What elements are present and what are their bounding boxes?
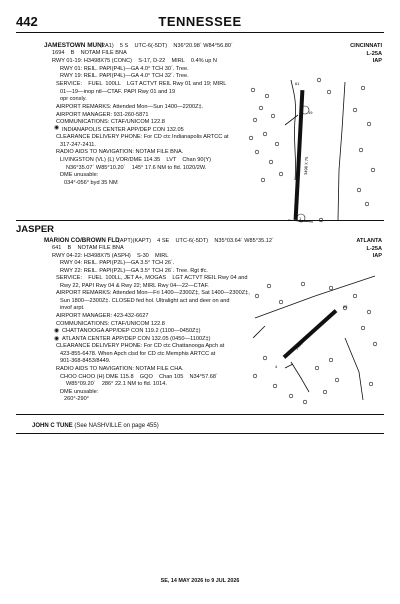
jasper-line: CHATTANOOGA APP/DEP CON 119.2 (1100—0450Z‡): [62, 328, 201, 334]
jamestown-line: SERVICE: FUEL 100LL LGT ACTVT REIL Rwy 01 and 19; MIRL: [56, 81, 227, 87]
iap-label: IAP: [372, 253, 382, 259]
jamestown-line: RWY 01-19: H3498X75 (CONC) S-17, D-22 MIRL 0.4% up N: [52, 58, 217, 64]
region-label: CINCINNATI: [350, 43, 382, 49]
jamestown-line: INDIANAPOLIS CENTER APP/DEP CON 132.05: [62, 126, 184, 133]
jamestown-line: RWY 19: REIL. PAPI(P4L)—GA 4.0° TCH 32´. Tree.: [60, 73, 189, 79]
runway-dimension-label: 3498 X 75: [294, 333, 310, 351]
jamestown-line: opr consly.: [60, 96, 87, 102]
jasper-line: 641 B NOTAM FILE BNA: [52, 245, 124, 251]
jasper-line: AIRPORT MANAGER: 423-432-6627: [56, 313, 149, 319]
jasper-line: Rwy 22, PAPI Rwy 04 & Rwy 22; MIRL Rwy 04—22—CTAF.: [60, 282, 209, 289]
jamestown-line: 034°-056° byd 35 NM: [64, 179, 118, 186]
airport-title-marion: MARION CO/BROWN FLD: [44, 237, 120, 244]
jasper-line: ATLANTA CENTER APP/DEP CON 132.05 (0450—1100Z‡): [62, 335, 211, 342]
airport-diagram-jamestown: [243, 70, 384, 230]
chart-label: L-25A: [366, 50, 382, 57]
jamestown-line: (2A1) 5 S UTC-6(-5DT) N36°20.98´ W84°56.80´: [100, 42, 233, 49]
runway-number-4: 4: [275, 364, 278, 369]
effective-dates-footer: SE, 14 MAY 2026 to 9 JUL 2026: [160, 578, 240, 584]
elevation-label: 61: [295, 81, 300, 86]
section-rule: [16, 220, 384, 221]
jasper-line: COMMUNICATIONS: CTAF/UNICOM 122.8: [56, 320, 165, 327]
region-label: ATLANTA: [356, 238, 382, 244]
circled-marker-icon: ◉: [54, 328, 60, 334]
airport-title-jamestown: JAMESTOWN MUNI: [44, 42, 104, 49]
state-title: TENNESSEE: [158, 14, 242, 29]
jamestown-line: CLEARANCE DELIVERY PHONE: For CD ctc Indianapolis ARTCC at: [56, 134, 229, 140]
jasper-line: Sun 1800—2300Z‡. CLOSED fed hol. Ultralight act and deer on and: [60, 297, 230, 304]
jamestown-line: RADIO AIDS TO NAVIGATION: NOTAM FILE BNA.: [56, 149, 184, 155]
airport-diagram-jasper: [245, 268, 385, 408]
crossref-airport-name: JOHN C TUNE: [32, 423, 73, 429]
jamestown-line: AIRPORT REMARKS: Attended Mon—Sun 1400—2200Z‡.: [56, 104, 204, 110]
jamestown-line: AIRPORT MANAGER: 931-260-5871: [56, 111, 149, 118]
jasper-line: (APT)(KAPT) 4 SE UTC-6(-5DT) N35°03.64´ W85°35.12´: [118, 237, 274, 244]
jasper-line: DME unusable:: [60, 388, 99, 395]
jasper-line: invof arpt.: [60, 305, 85, 311]
runway-number-19: 19: [308, 110, 313, 115]
section-rule: [16, 433, 384, 434]
jasper-line: RWY 04-22: H3498X75 (ASPH) S-30 MIRL: [52, 252, 169, 259]
page-number: 442: [16, 14, 38, 29]
jamestown-line: DME unusable:: [60, 172, 99, 178]
jasper-line: RADIO AIDS TO NAVIGATION: NOTAM FILE CHA.: [56, 366, 184, 372]
jamestown-line: N36°35.07´ W85°10.20´ 145° 17.6 NM to fld. 1020/2W.: [66, 164, 207, 171]
airport-crossref: [32, 423, 159, 429]
jasper-line: AIRPORT REMARKS: Attended Mon—Fri 1400—2300Z‡, Sat 1400—2300Z‡,: [56, 290, 250, 296]
jamestown-line: 1694 B NOTAM FILE BNA: [52, 50, 127, 56]
jamestown-line: LIVINGSTON (VL) (L) VOR/DME 114.35 LVT Chan 90(Y): [60, 157, 211, 163]
jamestown-line: 317-247-2411.: [60, 141, 96, 148]
jasper-line: RWY 22: REIL. PAPI(P2L)—GA 3.5° TCH 26´. Tree. Rgt tfc.: [60, 267, 208, 274]
jasper-line: CLEARANCE DELIVERY PHONE: For CD ctc Chattanooga Apch at: [56, 343, 225, 349]
jasper-line: RWY 04: REIL. PAPI(P2L)—GA 3.5° TCH 26´.: [60, 260, 175, 266]
jasper-line: W85°09.20´ 286° 22.1 NM to fld. 1014.: [66, 381, 167, 387]
chart-label: L-25A: [366, 245, 382, 252]
city-title-jasper: JASPER: [16, 224, 55, 235]
circled-marker-icon: ◉: [54, 335, 60, 342]
jasper-line: 260°-290°: [64, 396, 90, 402]
jamestown-line: 01—19—inop ntl—CTAF. PAPI Rwy 01 and 19: [60, 88, 176, 95]
section-rule: [16, 414, 384, 415]
runway-number-1: 1: [299, 216, 302, 221]
iap-label: IAP: [372, 58, 382, 64]
runway-dimension-label: 3498 X 75: [303, 156, 309, 176]
jasper-line: 901-368-8453/8449.: [60, 358, 111, 364]
runway-number-22: 22: [343, 304, 348, 309]
jamestown-line: COMMUNICATIONS: CTAF/UNICOM 122.8: [56, 119, 165, 125]
jasper-line: 423-855-6478. When Apch clsd for CD ctc Memphis ARTCC at: [60, 350, 216, 357]
crossref-note: (See NASHVILLE on page 455): [74, 423, 159, 429]
circled-marker-icon: ◉: [54, 124, 60, 131]
jasper-line: CHOO CHOO (H) DME 115.8 GQO Chan 105 N34°57.68´: [60, 373, 218, 380]
jasper-line: SERVICE: FUEL 100LL, JET A+, MOGAS LGT ACTVT REIL Rwy 04 and: [56, 275, 248, 281]
header-rule: [16, 32, 384, 33]
jamestown-line: RWY 01: REIL. PAPI(P4L)—GA 4.0° TCH 30´. Tree.: [60, 65, 189, 72]
